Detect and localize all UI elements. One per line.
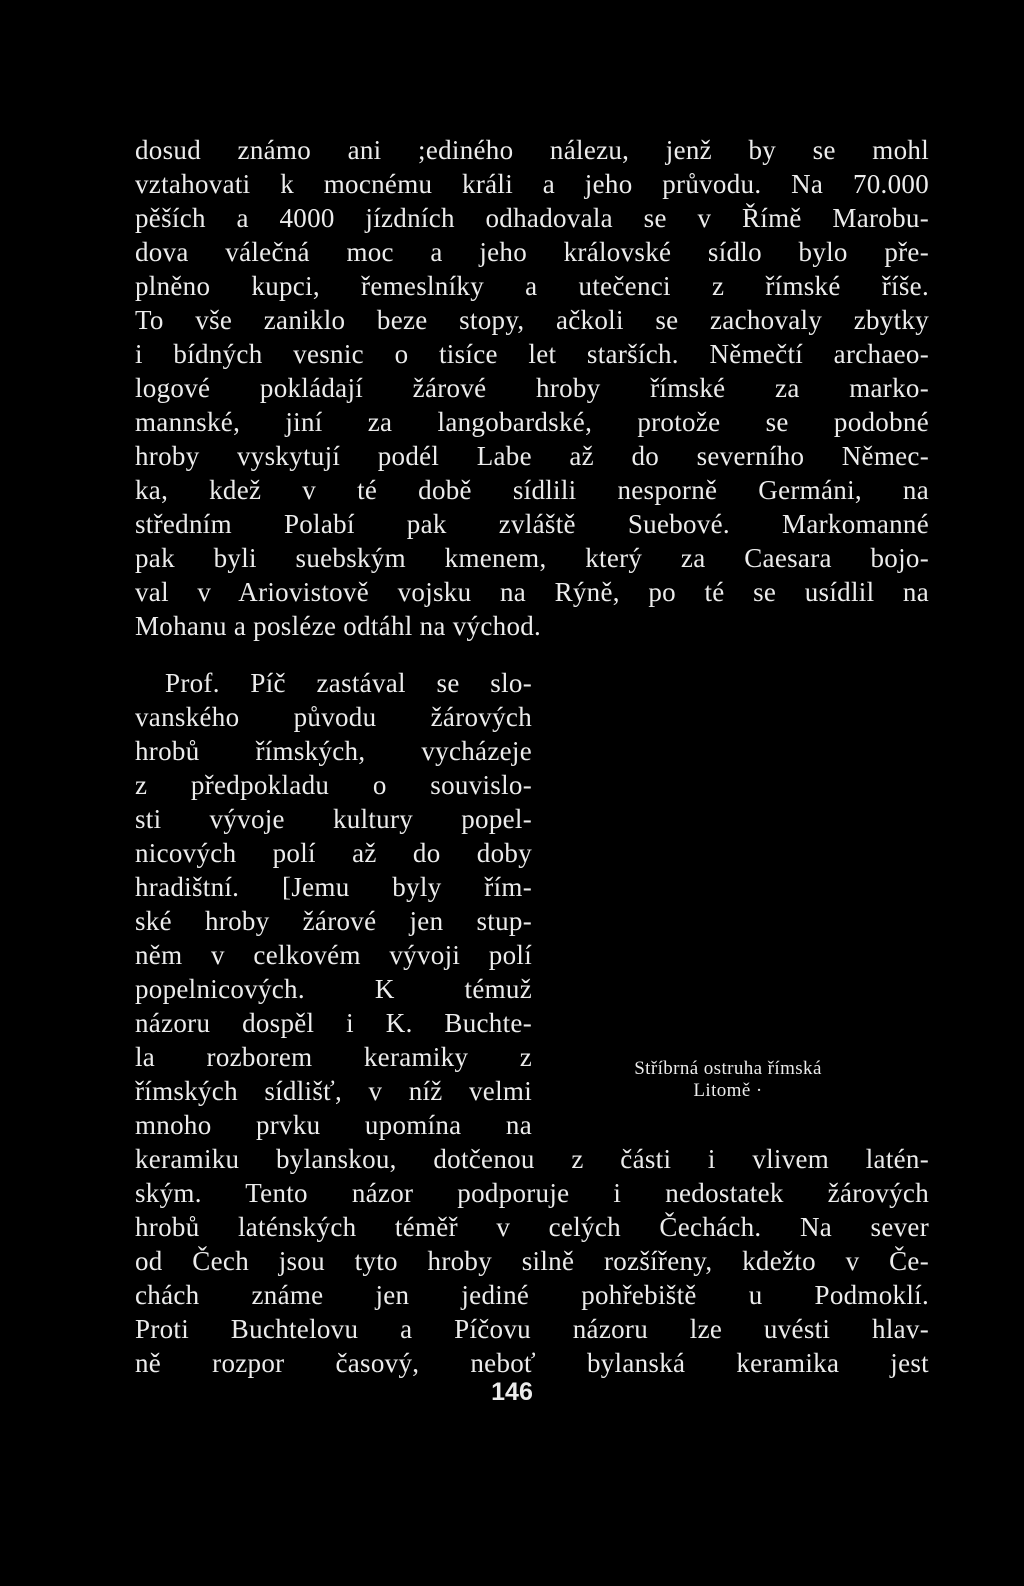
text-line: ským. Tento názor podporuje i nedostatek žárových	[135, 1178, 929, 1208]
text-line: popelnicových. K témuž	[135, 974, 532, 1004]
text-line: To vše zaniklo beze stopy, ačkoli se zachovaly zbytky	[135, 305, 929, 335]
text-line: mnoho prvku upomína na	[135, 1110, 532, 1140]
text-line: pak byli suebským kmenem, který za Caesara bojo-	[135, 543, 929, 573]
text-line: hroby vyskytují podél Labe až do severního Němec-	[135, 441, 929, 471]
text-line: ka, kdež v té době sídlili nesporně Germáni, na	[135, 475, 929, 505]
text-line: chách známe jen jediné pohřebiště u Podmoklí.	[135, 1280, 929, 1310]
figure-caption-line: Stříbrná ostruha římská	[634, 1058, 822, 1079]
text-line: nicových polí až do doby	[135, 838, 532, 868]
text-line: sti vývoje kultury popel-	[135, 804, 532, 834]
text-line: logové pokládají žárové hroby římské za marko-	[135, 373, 929, 403]
text-line: od Čech jsou tyto hroby silně rozšířeny, kdežto v Če-	[135, 1246, 929, 1276]
text-line: ně rozpor časový, neboť bylanská keramika jest	[135, 1348, 929, 1378]
text-line: z předpokladu o souvislo-	[135, 770, 532, 800]
text-line: něm v celkovém vývoji polí	[135, 940, 532, 970]
text-line: vztahovati k mocnému králi a jeho průvodu. Na 70.000	[135, 169, 929, 199]
text-line: Prof. Píč zastával se slo-	[165, 668, 532, 698]
text-line: hrobů laténských téměř v celých Čechách. Na sever	[135, 1212, 929, 1242]
text-line: i bídných vesnic o tisíce let starších. Němečtí archaeo-	[135, 339, 929, 369]
text-line: hrobů římských, vycházeje	[135, 736, 532, 766]
text-line: ské hroby žárové jen stup-	[135, 906, 532, 936]
text-line: vanského původu žárových	[135, 702, 532, 732]
text-line: val v Ariovistově vojsku na Rýně, po té se usídlil na	[135, 577, 929, 607]
text-line: mannské, jiní za langobardské, protože se podobné	[135, 407, 929, 437]
page-number: 146	[491, 1378, 533, 1406]
figure-caption	[578, 1058, 878, 1102]
text-line: plněno kupci, řemeslníky a utečenci z římské říše.	[135, 271, 929, 301]
text-line: la rozborem keramiky z	[135, 1042, 532, 1072]
text-line: dosud známo ani ;ediného nálezu, jenž by se mohl	[135, 135, 929, 165]
text-line: hradištní. [Jemu byly řím-	[135, 872, 532, 902]
text-line: názoru dospěl i K. Buchte-	[135, 1008, 532, 1038]
text-line: Proti Buchtelovu a Píčovu názoru lze uvésti hlav-	[135, 1314, 929, 1344]
text-line: pěších a 4000 jízdních odhadovala se v Římě Marobu-	[135, 203, 929, 233]
text-line: středním Polabí pak zvláště Suebové. Markomanné	[135, 509, 929, 539]
text-line: dova válečná moc a jeho královské sídlo bylo pře-	[135, 237, 929, 267]
text-line: římských sídlišť, v níž velmi	[135, 1076, 532, 1106]
text-line: keramiku bylanskou, dotčenou z části i vlivem latén-	[135, 1144, 929, 1174]
text-line: Mohanu a posléze odtáhl na východ.	[135, 611, 542, 641]
figure-caption-line: Litomě ·	[693, 1080, 763, 1101]
